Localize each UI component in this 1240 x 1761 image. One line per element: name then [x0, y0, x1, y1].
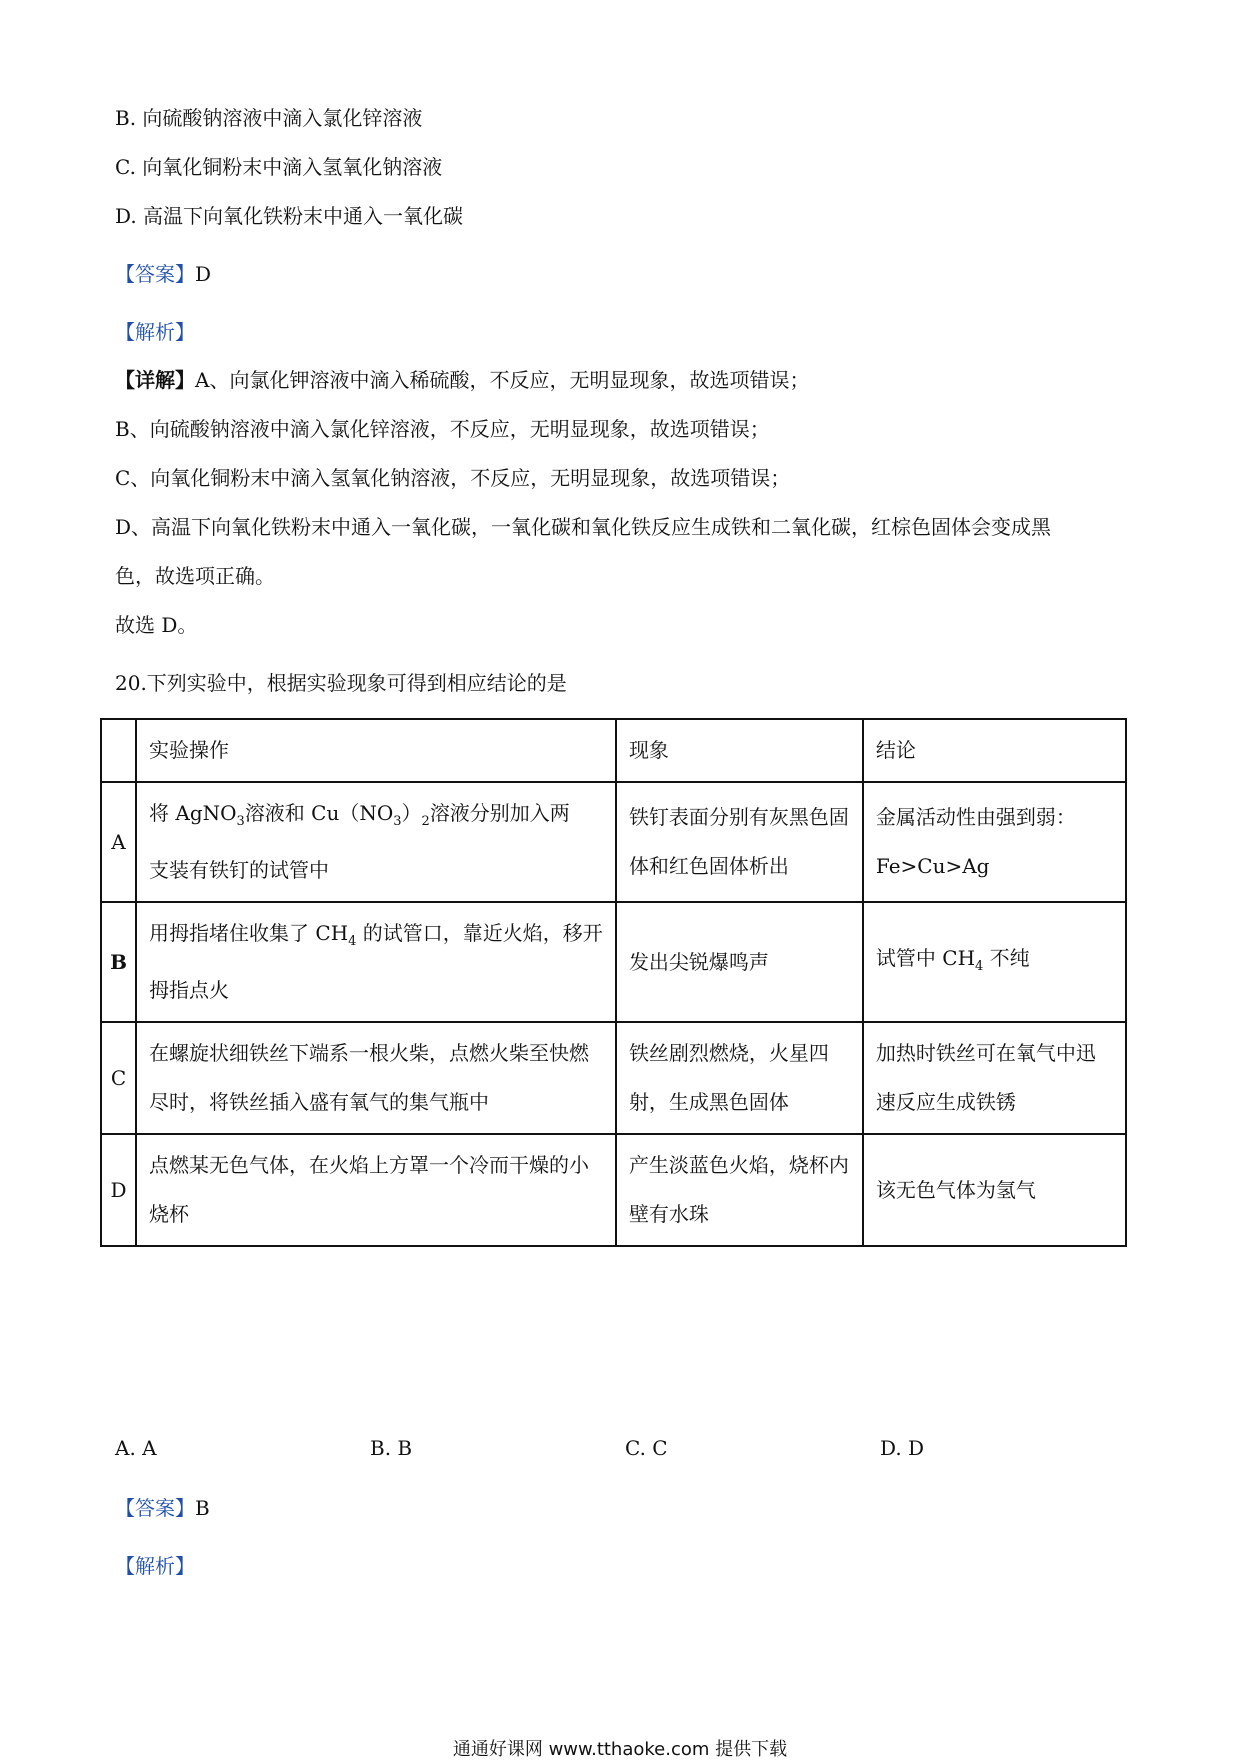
- row-label: A: [101, 782, 136, 902]
- detail-line-3: C、向氧化铜粉末中滴入氢氧化钠溶液，不反应，无明显现象，故选项错误；: [115, 466, 791, 490]
- phenomenon-cell: 发出尖锐爆鸣声: [616, 902, 863, 1022]
- table-row: [101, 902, 1126, 1022]
- answer-value: D: [195, 262, 212, 286]
- answer-value: B: [195, 1496, 210, 1520]
- header-cell: 现象: [616, 719, 863, 782]
- option-b-prev: B. 向硫酸钠溶液中滴入氯化锌溶液: [115, 106, 423, 130]
- operation-cell: 在螺旋状细铁丝下端系一根火柴，点燃火柴至快燃尽时，将铁丝插入盛有氧气的集气瓶中: [136, 1022, 616, 1134]
- table-row: [101, 1022, 1126, 1134]
- phenomenon-cell: 铁钉表面分别有灰黑色固体和红色固体析出: [616, 782, 863, 902]
- detail-line-1: [115, 366, 809, 394]
- detail-line-5: 色，故选项正确。: [115, 564, 275, 588]
- table-row: [101, 1134, 1126, 1246]
- conclusion-cell: 加热时铁丝可在氧气中迅速反应生成铁锈: [863, 1022, 1126, 1134]
- detail-label: 【详解】: [115, 368, 195, 392]
- row-label: B: [101, 902, 136, 1022]
- row-label: D: [101, 1134, 136, 1246]
- operation-cell: 将 AgNO$_3$溶液和 $Cu(NO_3)_2$溶液分别加入两 支装有铁钉的试管中: [136, 782, 616, 902]
- page-footer: 通通好课网 www.tthaoke.com 提供下载: [452, 1739, 788, 1760]
- operation-cell: 用拇指堵住收集了 $CH_4$ 的试管口，靠近火焰，移开拇指点火: [136, 902, 616, 1022]
- answer-1: [115, 260, 211, 288]
- detail-text: A、向氯化钾溶液中滴入稀硫酸，不反应，无明显现象，故选项错误；: [195, 368, 810, 392]
- answer-2: [115, 1494, 210, 1522]
- conclusion-cell: 试管中 $CH_4$ 不纯: [863, 902, 1126, 1022]
- table-row: [101, 782, 1126, 902]
- header-cell: [101, 719, 136, 782]
- detail-line-6: 故选 D。: [115, 613, 198, 637]
- header-cell: 结论: [863, 719, 1126, 782]
- conclusion-cell: 该无色气体为氢气: [863, 1134, 1126, 1246]
- detail-line-2: B、向硫酸钠溶液中滴入氯化锌溶液，不反应，无明显现象，故选项错误；: [115, 417, 770, 441]
- answer-label: 【答案】: [115, 1496, 195, 1520]
- analysis-1-label: 【解析】: [115, 320, 195, 344]
- header-cell: 实验操作: [136, 719, 616, 782]
- choice-b: B. B: [370, 1436, 413, 1460]
- choice-d: D. D: [880, 1436, 925, 1460]
- experiment-table: [100, 718, 1127, 1247]
- option-c-prev: C. 向氧化铜粉末中滴入氢氧化钠溶液: [115, 155, 443, 179]
- question-20: 20.下列实验中，根据实验现象可得到相应结论的是: [115, 671, 567, 695]
- choice-a: A. A: [115, 1436, 157, 1460]
- operation-cell: 点燃某无色气体，在火焰上方罩一个冷而干燥的小烧杯: [136, 1134, 616, 1246]
- detail-line-4: D、高温下向氧化铁粉末中通入一氧化碳，一氧化碳和氧化铁反应生成铁和二氧化碳，红棕色固体会变成黑: [115, 515, 1052, 539]
- table-header-row: [101, 719, 1126, 782]
- answer-label: 【答案】: [115, 262, 195, 286]
- phenomenon-cell: 铁丝剧烈燃烧，火星四射，生成黑色固体: [616, 1022, 863, 1134]
- choice-c: C. C: [625, 1436, 668, 1460]
- analysis-2-label: 【解析】: [115, 1554, 195, 1578]
- option-d-prev: D. 高温下向氧化铁粉末中通入一氧化碳: [115, 204, 464, 228]
- phenomenon-cell: 产生淡蓝色火焰，烧杯内壁有水珠: [616, 1134, 863, 1246]
- row-label: C: [101, 1022, 136, 1134]
- conclusion-cell: 金属活动性由强到弱：Fe>Cu>Ag: [863, 782, 1126, 902]
